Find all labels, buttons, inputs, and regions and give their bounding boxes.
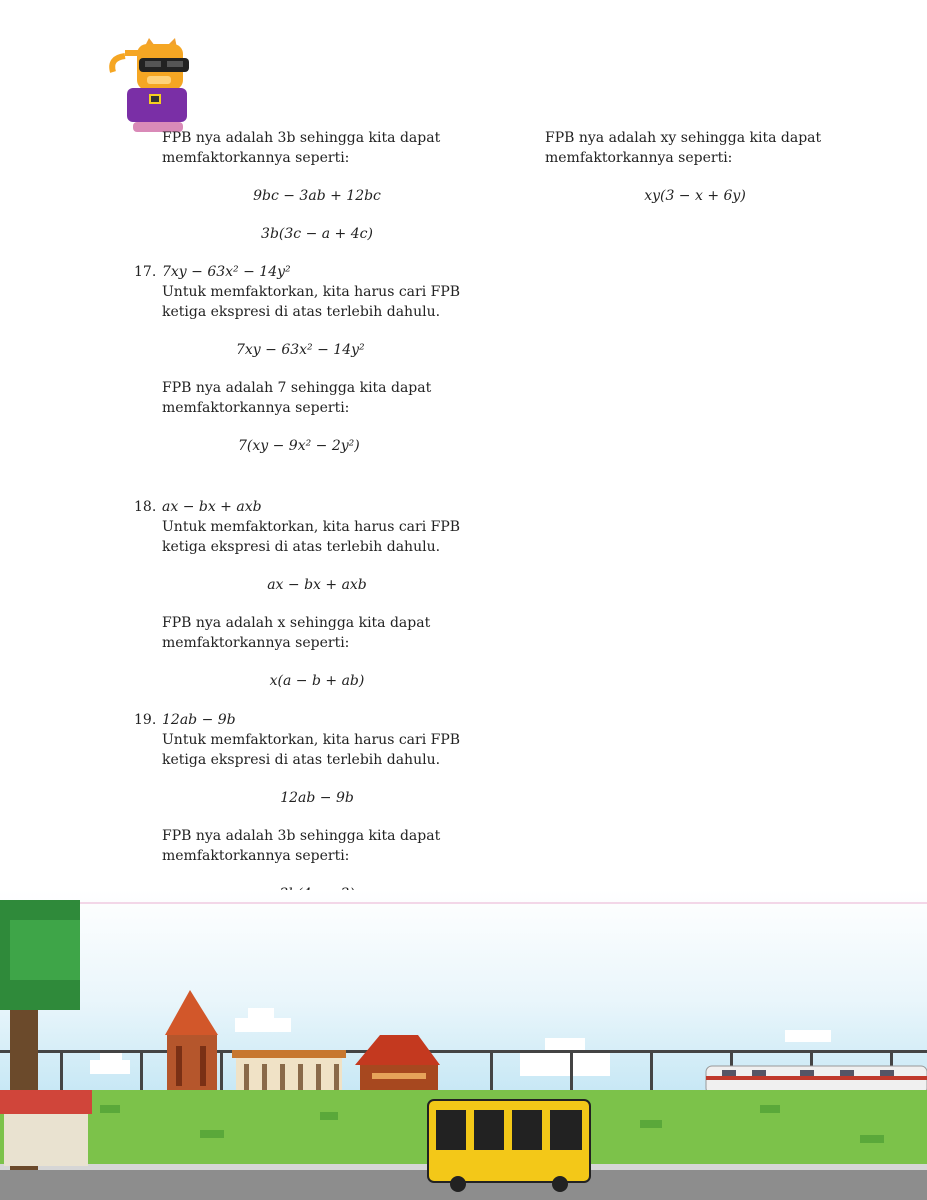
problem-intro: Untuk memfaktorkan, kita harus cari FPB ketiga ekspresi di atas terlebih dahulu. — [162, 732, 461, 768]
fpb-statement: FPB nya adalah x sehingga kita dapat memfaktorkannya seperti: — [162, 615, 431, 651]
bus-icon — [428, 1100, 590, 1192]
problem-intro: Untuk memfaktorkan, kita harus cari FPB ketiga ekspresi di atas terlebih dahulu. — [162, 284, 461, 320]
fpb-statement: FPB nya adalah 3b sehingga kita dapat memfaktorkannya seperti: — [162, 130, 441, 166]
expression: ax − bx + axb — [267, 577, 367, 593]
fpb-statement: FPB nya adalah xy sehingga kita dapat memfaktorkannya seperti: — [545, 130, 822, 166]
problem-number: 19. — [134, 712, 157, 728]
problem-18 — [134, 497, 472, 691]
factored-result: 3b(3c − a + 4c) — [261, 226, 373, 242]
problem-17 — [134, 262, 472, 456]
problem-19 — [134, 710, 472, 904]
fpb-statement: FPB nya adalah 3b sehingga kita dapat memfaktorkannya seperti: — [162, 828, 441, 864]
problem-number: 18. — [134, 499, 157, 515]
cat-mascot-icon — [105, 38, 200, 133]
left-column — [134, 128, 472, 1020]
problem-intro: Untuk memfaktorkan, kita harus cari FPB ketiga ekspresi di atas terlebih dahulu. — [162, 519, 461, 555]
expression: 9bc − 3ab + 12bc — [253, 188, 381, 204]
problem-expression: 12ab − 9b — [162, 712, 236, 728]
problem-expression: ax − bx + axb — [162, 499, 262, 515]
factored-result: x(a − b + ab) — [269, 673, 365, 689]
right-column — [545, 128, 845, 206]
problem-number: 17. — [134, 264, 157, 280]
factored-result: xy(3 − x + 6y) — [644, 188, 746, 204]
city-scenery-illustration — [0, 890, 927, 1200]
kiosk-icon — [0, 1090, 92, 1166]
train-icon — [706, 1066, 927, 1094]
problem-expression: 7xy − 63x² − 14y² — [162, 264, 291, 280]
factored-result: 7(xy − 9x² − 2y²) — [238, 438, 360, 454]
museum-building-icon — [232, 1050, 346, 1094]
expression: 7xy − 63x² − 14y² — [236, 342, 365, 358]
expression: 12ab − 9b — [280, 790, 354, 806]
fpb-statement: FPB nya adalah 7 sehingga kita dapat memfaktorkannya seperti: — [162, 380, 432, 416]
